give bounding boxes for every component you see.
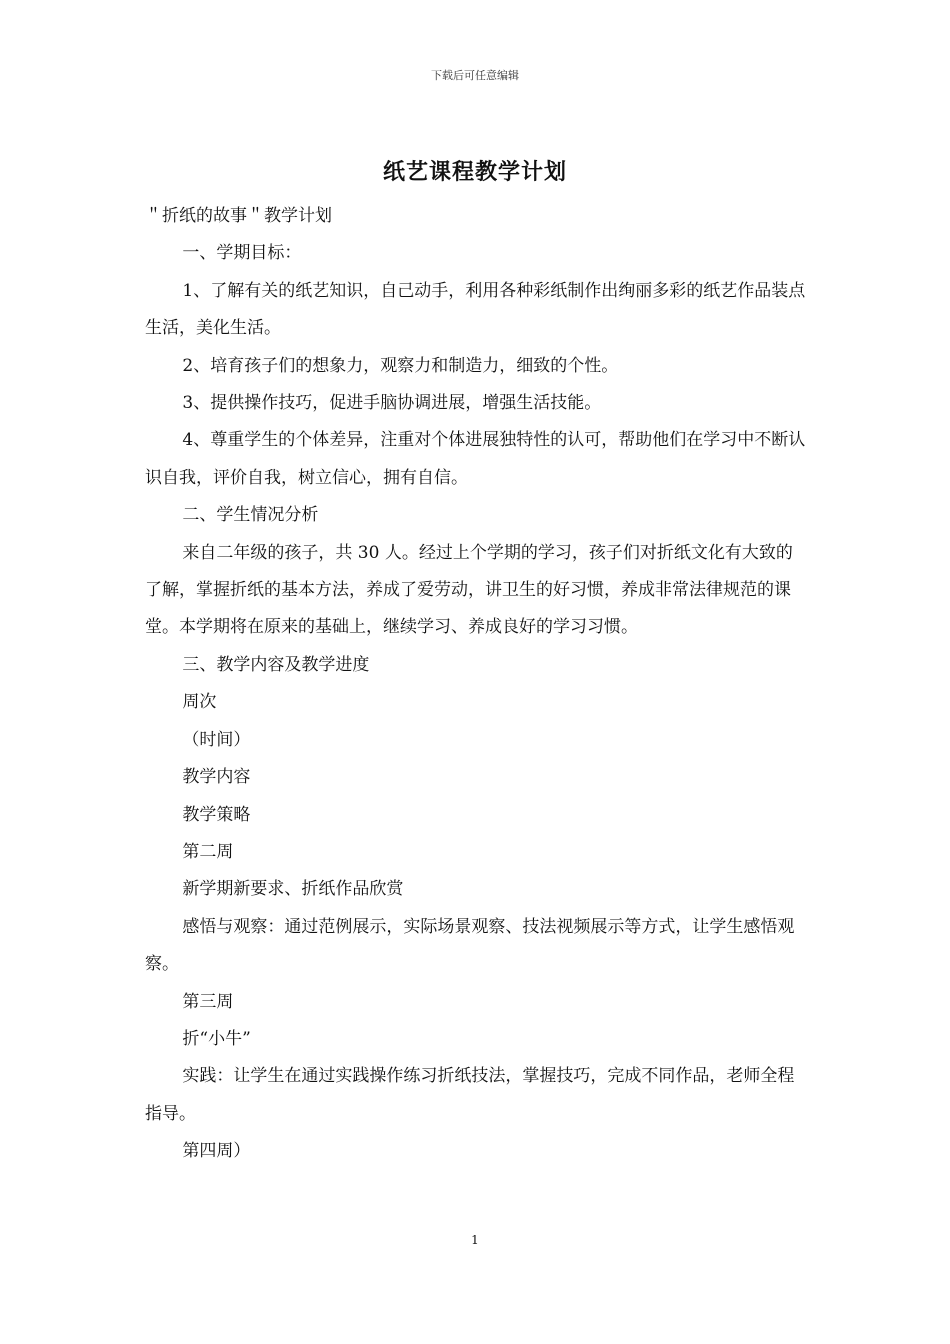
goal-item-2: 2、培育孩子们的想象力，观察力和制造力，细致的个性。 bbox=[182, 355, 619, 376]
students-analysis-paragraph: 来自二年级的孩子，共 30 人。经过上个学期的学习，孩子们对折纸文化有大致的了解，掌握折纸的基本方法，养成了爱劳动，讲卫生的好习惯，养成非常法律规范的课堂。本学期将在原来的基础上，继续学习、养成良好的学习习惯。 bbox=[145, 542, 793, 638]
goal-item-4: 4、尊重学生的个体差异，注重对个体进展独特性的认可，帮助他们在学习中不断认识自我，评价自我，树立信心，拥有自信。 bbox=[145, 430, 806, 488]
section-heading-content: 三、教学内容及教学进度 bbox=[182, 654, 370, 675]
schedule-week-2: 第二周 bbox=[182, 841, 234, 862]
header-note: 下载后可任意编辑 bbox=[431, 69, 519, 82]
schedule-week-3: 第三周 bbox=[182, 991, 234, 1012]
section-heading-goals: 一、学期目标： bbox=[182, 243, 302, 264]
schedule-header-strategy: 教学策略 bbox=[182, 804, 251, 825]
schedule-header-week: 周次 bbox=[182, 692, 217, 713]
schedule-week-2-strategy: 感悟与观察：通过范例展示，实际场景观察、技法视频展示等方式，让学生感悟观察。 bbox=[145, 916, 795, 975]
schedule-header-content: 教学内容 bbox=[182, 767, 251, 788]
schedule-week-2-content: 新学期新要求、折纸作品欣赏 bbox=[182, 879, 404, 900]
document-title: 纸艺课程教学计划 bbox=[382, 159, 567, 185]
schedule-week-3-content: 折“小牛” bbox=[182, 1028, 251, 1049]
goal-item-3: 3、提供操作技巧，促进手脑协调进展，增强生活技能。 bbox=[182, 393, 602, 414]
page-number: 1 bbox=[471, 1233, 479, 1247]
document-subtitle: ＂折纸的故事＂教学计划 bbox=[145, 206, 332, 226]
goal-item-1: 1、了解有关的纸艺知识，自己动手，利用各种彩纸制作出绚丽多彩的纸艺作品装点生活，美化生活。 bbox=[145, 280, 806, 339]
section-heading-students: 二、学生情况分析 bbox=[182, 505, 319, 526]
schedule-header-time: （时间） bbox=[182, 729, 251, 750]
schedule-week-3-strategy: 实践：让学生在通过实践操作练习折纸技法，掌握技巧，完成不同作品，老师全程指导。 bbox=[145, 1066, 795, 1124]
document-body bbox=[145, 198, 809, 1171]
schedule-week-4: 第四周） bbox=[182, 1141, 251, 1162]
